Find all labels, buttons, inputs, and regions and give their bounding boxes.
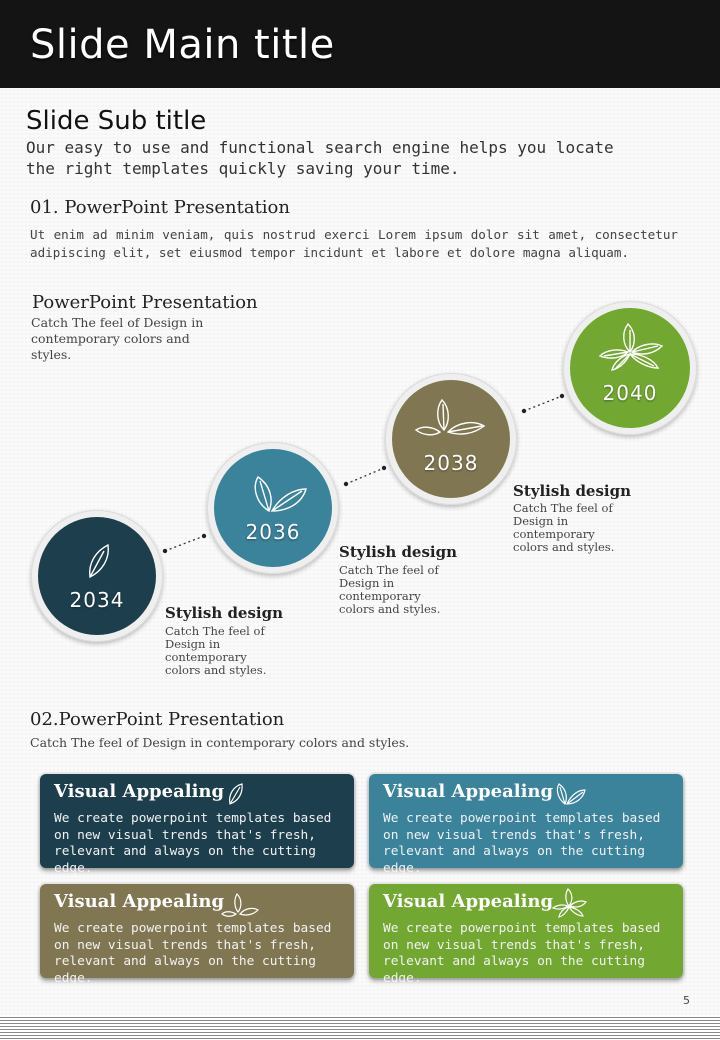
twig-leaves-icon xyxy=(392,394,510,438)
slide-subtitle: Slide Sub title xyxy=(26,106,207,136)
step-body-2034: Catch The feel of Design in contemporary colors and styles. xyxy=(165,624,267,677)
feature-card-2 xyxy=(369,774,683,876)
connector-dot xyxy=(163,549,167,553)
card-body: We create powerpoint templates based on new visual trends that's fresh, relevant and always on the cutting edge. xyxy=(54,921,332,986)
single-leaf-icon xyxy=(38,541,156,581)
step-body-2036: Catch The feel of Design in contemporary colors and styles. xyxy=(339,563,441,616)
connector-dot xyxy=(560,394,564,398)
step-title-2038: Stylish design xyxy=(513,482,632,500)
connector-3 xyxy=(524,396,562,411)
connector-dot xyxy=(382,466,386,470)
page-title: Slide Main title xyxy=(30,22,335,68)
step-body-2038: Catch The feel of Design in contemporary colors and styles. xyxy=(513,501,615,554)
circle-fill xyxy=(392,380,510,498)
timeline-circle-2038 xyxy=(385,373,517,505)
timeline-circle-2036 xyxy=(207,442,339,574)
year-label: 2034 xyxy=(69,588,125,612)
card-title: Visual Appealing xyxy=(54,781,225,802)
connector-1 xyxy=(165,536,204,551)
card-title: Visual Appealing xyxy=(54,891,225,912)
intro-body: Catch The feel of Design in contemporary colors and styles. xyxy=(31,315,204,362)
card-title: Visual Appealing xyxy=(383,891,554,912)
timeline-circle-2034 xyxy=(31,510,163,642)
circle-fill xyxy=(570,308,690,428)
section1-body: Ut enim ad minim veniam, quis nostrud exerci Lorem ipsum dolor sit amet, consectetur adipiscing elit, set eiusmod tempor incidunt et labore et dolore magna aliquam. xyxy=(30,227,678,260)
circle-fill xyxy=(38,517,156,635)
timeline-circle-2040 xyxy=(563,301,697,435)
page-number: 5 xyxy=(683,994,690,1007)
leaf-cluster-icon xyxy=(570,322,690,374)
card-body: We create powerpoint templates based on new visual trends that's fresh, relevant and always on the cutting edge. xyxy=(383,811,661,876)
two-leaves-icon xyxy=(214,473,332,515)
feature-card-3 xyxy=(40,884,354,986)
feature-card-4 xyxy=(369,884,683,986)
two-leaves-icon xyxy=(553,782,587,806)
section2-heading: 02.PowerPoint Presentation xyxy=(30,709,285,730)
step-title-2034: Stylish design xyxy=(165,604,284,622)
step-title-2036: Stylish design xyxy=(339,543,458,561)
twig-leaves-icon xyxy=(220,892,260,918)
section1-heading: 01. PowerPoint Presentation xyxy=(30,197,290,218)
section2-body: Catch The feel of Design in contemporary colors and styles. xyxy=(30,735,410,750)
circle-fill xyxy=(214,449,332,567)
connector-dot xyxy=(202,534,206,538)
intro-heading: PowerPoint Presentation xyxy=(32,292,258,313)
card-title: Visual Appealing xyxy=(383,781,554,802)
card-body: We create powerpoint templates based on new visual trends that's fresh, relevant and always on the cutting edge. xyxy=(383,921,661,986)
connector-dot xyxy=(522,409,526,413)
year-label: 2040 xyxy=(602,381,658,405)
connector-2 xyxy=(346,468,384,484)
leaf-cluster-icon xyxy=(551,888,587,920)
footer-stripes xyxy=(0,1015,720,1040)
single-leaf-icon xyxy=(226,782,246,806)
feature-card-1 xyxy=(40,774,354,876)
year-label: 2036 xyxy=(245,520,301,544)
card-body: We create powerpoint templates based on new visual trends that's fresh, relevant and always on the cutting edge. xyxy=(54,811,332,876)
connector-dot xyxy=(344,482,348,486)
subtitle-description: Our easy to use and functional search engine helps you locate the right templates quickly saving your time. xyxy=(26,138,614,178)
year-label: 2038 xyxy=(423,451,479,475)
